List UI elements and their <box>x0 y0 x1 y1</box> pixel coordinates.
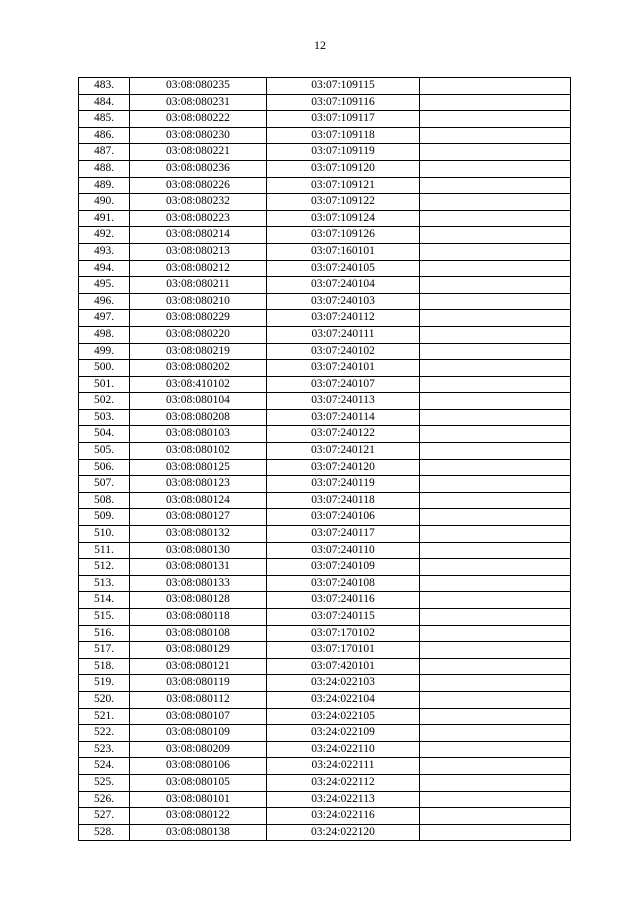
code-b-cell: 03:24:022116 <box>267 808 420 825</box>
table-row <box>79 509 571 526</box>
code-a-cell: 03:08:080132 <box>130 526 267 543</box>
notes-cell <box>420 675 571 692</box>
notes-cell <box>420 658 571 675</box>
table-row <box>79 127 571 144</box>
table-row <box>79 791 571 808</box>
table-row <box>79 360 571 377</box>
table-row <box>79 774 571 791</box>
table-row <box>79 609 571 626</box>
code-a-cell: 03:08:080127 <box>130 509 267 526</box>
notes-cell <box>420 393 571 410</box>
notes-cell <box>420 293 571 310</box>
table-row <box>79 310 571 327</box>
notes-cell <box>420 791 571 808</box>
row-number-cell: 511. <box>79 542 130 559</box>
code-b-cell: 03:07:240105 <box>267 260 420 277</box>
code-a-cell: 03:08:080125 <box>130 459 267 476</box>
code-a-cell: 03:08:080212 <box>130 260 267 277</box>
row-number-cell: 527. <box>79 808 130 825</box>
notes-cell <box>420 609 571 626</box>
row-number-cell: 507. <box>79 476 130 493</box>
code-b-cell: 03:07:109124 <box>267 210 420 227</box>
table-row <box>79 393 571 410</box>
code-b-cell: 03:07:240103 <box>267 293 420 310</box>
code-a-cell: 03:08:080231 <box>130 94 267 111</box>
code-b-cell: 03:07:240122 <box>267 426 420 443</box>
code-b-cell: 03:07:170101 <box>267 642 420 659</box>
notes-cell <box>420 741 571 758</box>
notes-cell <box>420 94 571 111</box>
data-table <box>78 77 571 841</box>
table-row <box>79 625 571 642</box>
notes-cell <box>420 526 571 543</box>
row-number-cell: 519. <box>79 675 130 692</box>
notes-cell <box>420 824 571 841</box>
code-a-cell: 03:08:080103 <box>130 426 267 443</box>
table-row <box>79 443 571 460</box>
table-row <box>79 426 571 443</box>
code-a-cell: 03:08:080213 <box>130 243 267 260</box>
notes-cell <box>420 360 571 377</box>
row-number-cell: 526. <box>79 791 130 808</box>
row-number-cell: 503. <box>79 409 130 426</box>
notes-cell <box>420 758 571 775</box>
table-row <box>79 177 571 194</box>
notes-cell <box>420 426 571 443</box>
code-a-cell: 03:08:080107 <box>130 708 267 725</box>
row-number-cell: 505. <box>79 443 130 460</box>
row-number-cell: 487. <box>79 144 130 161</box>
table-row <box>79 144 571 161</box>
row-number-cell: 500. <box>79 360 130 377</box>
row-number-cell: 517. <box>79 642 130 659</box>
table-row <box>79 194 571 211</box>
row-number-cell: 483. <box>79 78 130 95</box>
table-row <box>79 243 571 260</box>
row-number-cell: 524. <box>79 758 130 775</box>
notes-cell <box>420 575 571 592</box>
table-row <box>79 492 571 509</box>
code-a-cell: 03:08:080236 <box>130 160 267 177</box>
code-a-cell: 03:08:080101 <box>130 791 267 808</box>
notes-cell <box>420 177 571 194</box>
row-number-cell: 522. <box>79 725 130 742</box>
table-body <box>79 78 571 841</box>
table-row <box>79 691 571 708</box>
table-row <box>79 227 571 244</box>
code-b-cell: 03:07:240120 <box>267 459 420 476</box>
row-number-cell: 525. <box>79 774 130 791</box>
table-row <box>79 293 571 310</box>
code-b-cell: 03:07:240116 <box>267 592 420 609</box>
code-a-cell: 03:08:080138 <box>130 824 267 841</box>
row-number-cell: 508. <box>79 492 130 509</box>
row-number-cell: 486. <box>79 127 130 144</box>
code-a-cell: 03:08:080105 <box>130 774 267 791</box>
code-a-cell: 03:08:080210 <box>130 293 267 310</box>
code-a-cell: 03:08:080104 <box>130 393 267 410</box>
row-number-cell: 490. <box>79 194 130 211</box>
code-a-cell: 03:08:080122 <box>130 808 267 825</box>
code-b-cell: 03:07:240119 <box>267 476 420 493</box>
table-row <box>79 708 571 725</box>
table-row <box>79 758 571 775</box>
notes-cell <box>420 376 571 393</box>
row-number-cell: 485. <box>79 111 130 128</box>
table-row <box>79 459 571 476</box>
notes-cell <box>420 492 571 509</box>
row-number-cell: 513. <box>79 575 130 592</box>
table-row <box>79 210 571 227</box>
notes-cell <box>420 509 571 526</box>
code-a-cell: 03:08:080130 <box>130 542 267 559</box>
code-a-cell: 03:08:080106 <box>130 758 267 775</box>
notes-cell <box>420 443 571 460</box>
row-number-cell: 484. <box>79 94 130 111</box>
code-b-cell: 03:07:240114 <box>267 409 420 426</box>
table-row <box>79 559 571 576</box>
code-a-cell: 03:08:080226 <box>130 177 267 194</box>
code-a-cell: 03:08:080202 <box>130 360 267 377</box>
code-b-cell: 03:07:240108 <box>267 575 420 592</box>
code-a-cell: 03:08:080235 <box>130 78 267 95</box>
notes-cell <box>420 559 571 576</box>
row-number-cell: 510. <box>79 526 130 543</box>
table-row <box>79 326 571 343</box>
code-a-cell: 03:08:080109 <box>130 725 267 742</box>
row-number-cell: 512. <box>79 559 130 576</box>
notes-cell <box>420 409 571 426</box>
code-b-cell: 03:07:160101 <box>267 243 420 260</box>
code-b-cell: 03:24:022105 <box>267 708 420 725</box>
table-row <box>79 376 571 393</box>
code-a-cell: 03:08:080118 <box>130 609 267 626</box>
code-a-cell: 03:08:080102 <box>130 443 267 460</box>
notes-cell <box>420 260 571 277</box>
row-number-cell: 504. <box>79 426 130 443</box>
page-number: 12 <box>314 38 326 52</box>
notes-cell <box>420 326 571 343</box>
table-row <box>79 111 571 128</box>
code-b-cell: 03:07:240112 <box>267 310 420 327</box>
row-number-cell: 521. <box>79 708 130 725</box>
notes-cell <box>420 310 571 327</box>
notes-cell <box>420 127 571 144</box>
row-number-cell: 488. <box>79 160 130 177</box>
table-row <box>79 343 571 360</box>
code-a-cell: 03:08:410102 <box>130 376 267 393</box>
row-number-cell: 502. <box>79 393 130 410</box>
code-a-cell: 03:08:080129 <box>130 642 267 659</box>
row-number-cell: 523. <box>79 741 130 758</box>
code-a-cell: 03:08:080219 <box>130 343 267 360</box>
code-a-cell: 03:08:080232 <box>130 194 267 211</box>
table-row <box>79 94 571 111</box>
row-number-cell: 514. <box>79 592 130 609</box>
table-row <box>79 642 571 659</box>
table-row <box>79 409 571 426</box>
code-a-cell: 03:08:080209 <box>130 741 267 758</box>
row-number-cell: 492. <box>79 227 130 244</box>
row-number-cell: 520. <box>79 691 130 708</box>
code-a-cell: 03:08:080121 <box>130 658 267 675</box>
code-a-cell: 03:08:080133 <box>130 575 267 592</box>
code-a-cell: 03:08:080124 <box>130 492 267 509</box>
code-b-cell: 03:07:240104 <box>267 277 420 294</box>
table-row <box>79 78 571 95</box>
code-b-cell: 03:07:240109 <box>267 559 420 576</box>
notes-cell <box>420 708 571 725</box>
code-a-cell: 03:08:080229 <box>130 310 267 327</box>
notes-cell <box>420 227 571 244</box>
code-a-cell: 03:08:080131 <box>130 559 267 576</box>
row-number-cell: 515. <box>79 609 130 626</box>
code-b-cell: 03:07:109117 <box>267 111 420 128</box>
table-row <box>79 526 571 543</box>
notes-cell <box>420 691 571 708</box>
code-a-cell: 03:08:080211 <box>130 277 267 294</box>
table-row <box>79 658 571 675</box>
code-b-cell: 03:07:240110 <box>267 542 420 559</box>
notes-cell <box>420 78 571 95</box>
code-a-cell: 03:08:080220 <box>130 326 267 343</box>
code-a-cell: 03:08:080223 <box>130 210 267 227</box>
code-b-cell: 03:07:240107 <box>267 376 420 393</box>
code-b-cell: 03:07:109121 <box>267 177 420 194</box>
notes-cell <box>420 459 571 476</box>
row-number-cell: 496. <box>79 293 130 310</box>
code-a-cell: 03:08:080112 <box>130 691 267 708</box>
code-b-cell: 03:07:240111 <box>267 326 420 343</box>
notes-cell <box>420 592 571 609</box>
code-b-cell: 03:07:109115 <box>267 78 420 95</box>
notes-cell <box>420 111 571 128</box>
table-row <box>79 260 571 277</box>
notes-cell <box>420 343 571 360</box>
row-number-cell: 497. <box>79 310 130 327</box>
table-row <box>79 277 571 294</box>
code-b-cell: 03:07:240118 <box>267 492 420 509</box>
notes-cell <box>420 476 571 493</box>
row-number-cell: 493. <box>79 243 130 260</box>
table-row <box>79 476 571 493</box>
notes-cell <box>420 625 571 642</box>
notes-cell <box>420 144 571 161</box>
code-a-cell: 03:08:080230 <box>130 127 267 144</box>
code-b-cell: 03:07:420101 <box>267 658 420 675</box>
code-a-cell: 03:08:080108 <box>130 625 267 642</box>
notes-cell <box>420 542 571 559</box>
code-a-cell: 03:08:080222 <box>130 111 267 128</box>
row-number-cell: 528. <box>79 824 130 841</box>
code-b-cell: 03:07:240101 <box>267 360 420 377</box>
code-b-cell: 03:24:022109 <box>267 725 420 742</box>
row-number-cell: 494. <box>79 260 130 277</box>
code-b-cell: 03:07:109122 <box>267 194 420 211</box>
row-number-cell: 501. <box>79 376 130 393</box>
code-b-cell: 03:07:109116 <box>267 94 420 111</box>
notes-cell <box>420 210 571 227</box>
code-b-cell: 03:07:240106 <box>267 509 420 526</box>
table-row <box>79 675 571 692</box>
code-b-cell: 03:24:022104 <box>267 691 420 708</box>
table-row <box>79 575 571 592</box>
notes-cell <box>420 725 571 742</box>
code-b-cell: 03:24:022111 <box>267 758 420 775</box>
row-number-cell: 491. <box>79 210 130 227</box>
code-a-cell: 03:08:080208 <box>130 409 267 426</box>
code-b-cell: 03:07:240117 <box>267 526 420 543</box>
table-row <box>79 808 571 825</box>
code-b-cell: 03:07:240115 <box>267 609 420 626</box>
row-number-cell: 495. <box>79 277 130 294</box>
row-number-cell: 499. <box>79 343 130 360</box>
table-row <box>79 741 571 758</box>
code-b-cell: 03:07:109126 <box>267 227 420 244</box>
code-b-cell: 03:07:170102 <box>267 625 420 642</box>
code-a-cell: 03:08:080123 <box>130 476 267 493</box>
notes-cell <box>420 642 571 659</box>
notes-cell <box>420 243 571 260</box>
code-b-cell: 03:24:022112 <box>267 774 420 791</box>
table-row <box>79 160 571 177</box>
notes-cell <box>420 774 571 791</box>
row-number-cell: 518. <box>79 658 130 675</box>
code-b-cell: 03:07:109118 <box>267 127 420 144</box>
code-b-cell: 03:07:240121 <box>267 443 420 460</box>
row-number-cell: 498. <box>79 326 130 343</box>
code-b-cell: 03:07:240102 <box>267 343 420 360</box>
table-row <box>79 824 571 841</box>
notes-cell <box>420 194 571 211</box>
row-number-cell: 489. <box>79 177 130 194</box>
code-b-cell: 03:24:022120 <box>267 824 420 841</box>
code-b-cell: 03:24:022113 <box>267 791 420 808</box>
notes-cell <box>420 277 571 294</box>
code-a-cell: 03:08:080128 <box>130 592 267 609</box>
code-a-cell: 03:08:080119 <box>130 675 267 692</box>
code-b-cell: 03:24:022103 <box>267 675 420 692</box>
code-b-cell: 03:07:240113 <box>267 393 420 410</box>
table-row <box>79 592 571 609</box>
code-a-cell: 03:08:080214 <box>130 227 267 244</box>
row-number-cell: 509. <box>79 509 130 526</box>
notes-cell <box>420 808 571 825</box>
table-row <box>79 542 571 559</box>
notes-cell <box>420 160 571 177</box>
code-b-cell: 03:07:109119 <box>267 144 420 161</box>
row-number-cell: 516. <box>79 625 130 642</box>
row-number-cell: 506. <box>79 459 130 476</box>
code-a-cell: 03:08:080221 <box>130 144 267 161</box>
code-b-cell: 03:24:022110 <box>267 741 420 758</box>
table-row <box>79 725 571 742</box>
code-b-cell: 03:07:109120 <box>267 160 420 177</box>
